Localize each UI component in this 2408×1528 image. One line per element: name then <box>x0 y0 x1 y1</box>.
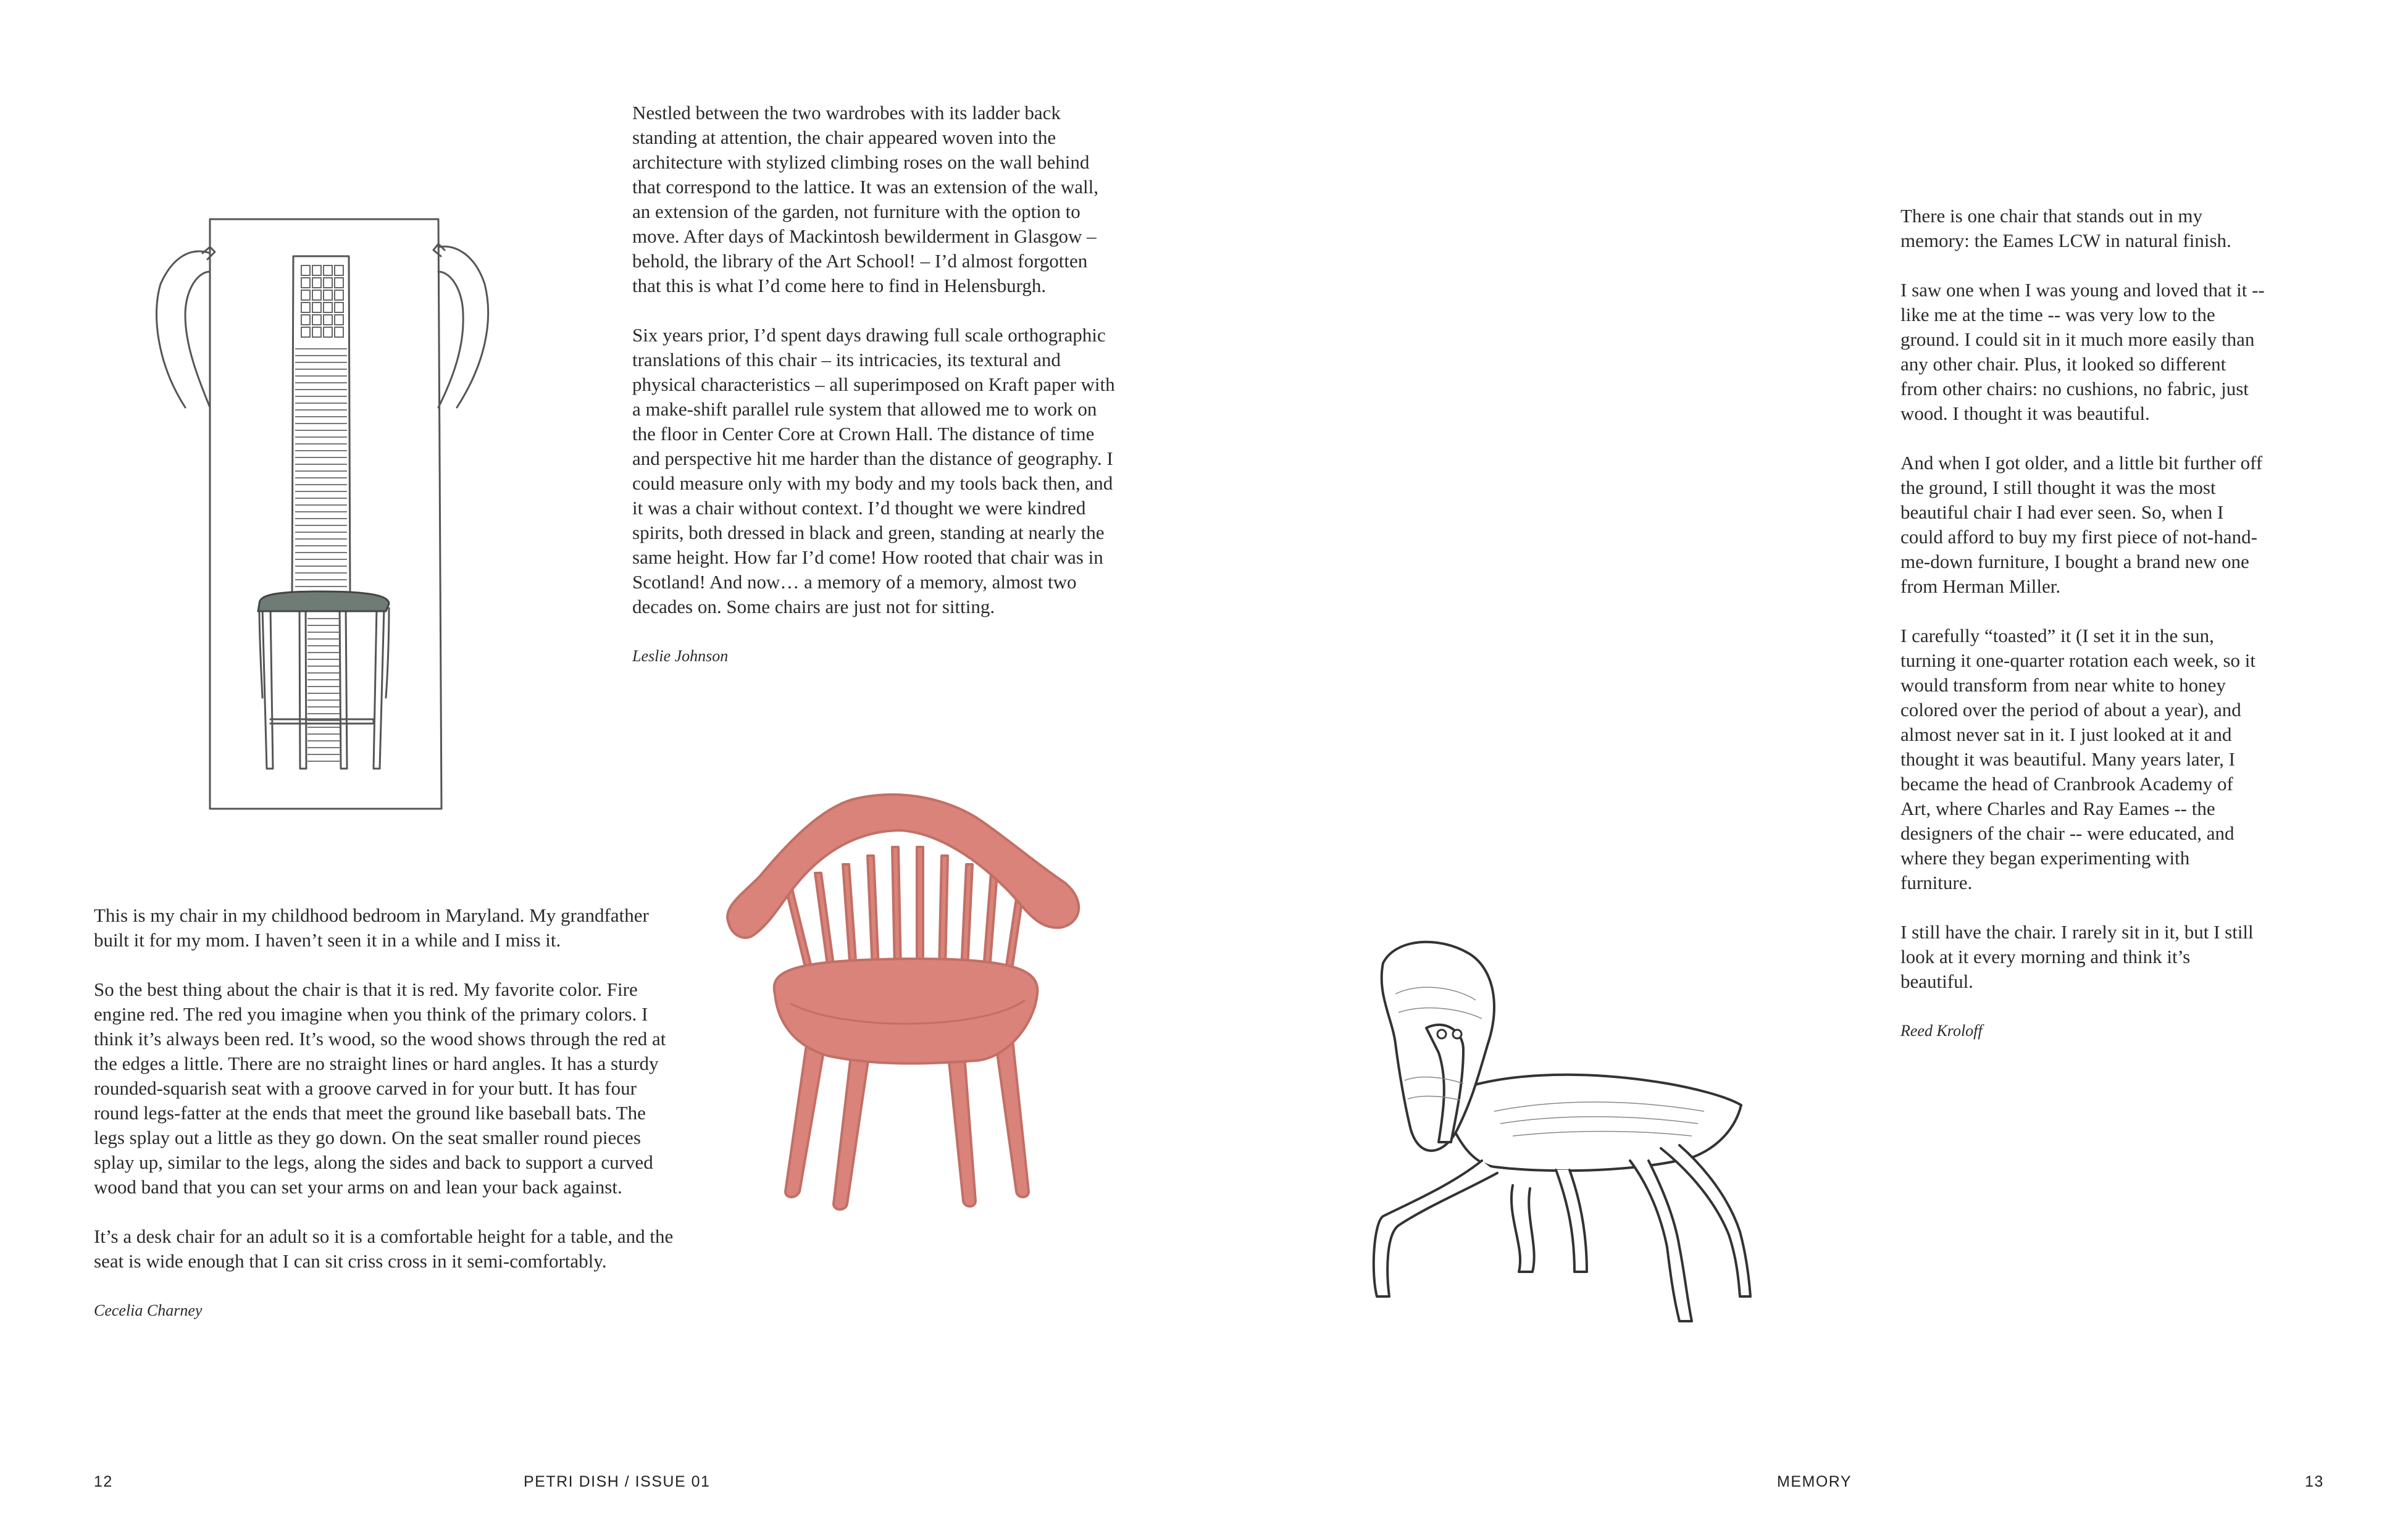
running-title: PETRI DISH / ISSUE 01 <box>524 1473 711 1490</box>
paragraph: I carefully “toasted” it (I set it in the sun, turning it one-quarter rotation each week, so it would transform from near white to honey colored over the period of about a year), and almost never sat in it. I just looked at it and thought it was beautiful. Many years later, I became the head of Cranbrook Academy of Art, where Charles and Ray Eames -- the designers of the chair -- were educated, and where they began experimenting with furniture. <box>1900 625 2256 893</box>
story-cecelia-charney <box>94 903 680 1323</box>
section-title: MEMORY <box>1777 1473 1852 1490</box>
eames-lcw-chair-illustration <box>1371 926 1754 1346</box>
paragraph: I saw one when I was young and loved that it -- like me at the time -- was very low to the ground. I could sit in it much more easily than any other chair. Plus, it looked so different from other chairs: no cushions, no fabric, just wood. I thought it was beautiful. <box>1900 279 2265 424</box>
author-signature: Cecelia Charney <box>94 1301 203 1319</box>
windsor-chair-illustration <box>716 784 1124 1210</box>
paragraph: So the best thing about the chair is that it is red. My favorite color. Fire engine red. The red you imagine when you think of the primary colors. I think it’s always been red. It’s wood, so the wood shows through the red at the edges a little. There are no straight lines or hard angles. It has a sturdy rounded-squarish seat with a groove carved in for your butt. It has four round legs-fatter at the ends that meet the ground like baseball bats. The legs splay out a little as they go down. On the seat smaller round pieces splay up, similar to the legs, along the sides and back to support a curved wood band that you can set your arms on and lean your back against. <box>94 979 666 1198</box>
author-signature: Leslie Johnson <box>632 647 729 665</box>
story-leslie-johnson <box>632 101 1120 669</box>
paragraph: And when I got older, and a little bit further off the ground, I still thought it was the most beautiful chair I had ever seen. So, when I could afford to buy my first piece of not-hand-me-down furniture, I bought a brand new one from Herman Miller. <box>1900 452 2263 597</box>
paragraph: This is my chair in my childhood bedroom in Maryland. My grandfather built it for my mom. I haven’t seen it in a while and I miss it. <box>94 904 649 951</box>
page-number-left: 12 <box>94 1473 113 1490</box>
paragraph: There is one chair that stands out in my memory: the Eames LCW in natural finish. <box>1900 205 2231 251</box>
ladder-back-chair-illustration <box>148 204 519 821</box>
paragraph: Nestled between the two wardrobes with its ladder back standing at attention, the chair appeared woven into the architecture with stylized climbing roses on the wall behind that correspond to the lattice. It was an extension of the wall, an extension of the garden, not furniture with the option to move. After days of Mackintosh bewilderment in Glasgow – behold, the library of the Art School! – I’d almost forgotten that this is what I’d come here to find in Helensburgh. <box>632 102 1098 296</box>
author-signature: Reed Kroloff <box>1900 1022 1983 1040</box>
paragraph: Six years prior, I’d spent days drawing full scale orthographic translations of this chair – its intricacies, its textural and physical characteristics – all superimposed on Kraft paper with a make-shift parallel rule system that allowed me to work on the floor in Center Core at Crown Hall. The distance of time and perspective hit me harder than the distance of geography. I could measure only with my body and my tools back then, and it was a chair without context. I’d thought we were kindred spirits, both dressed in black and green, standing at nearly the same height. How far I’d come! How rooted that chair was in Scotland! And now… a memory of a memory, almost two decades on. Some chairs are just not for sitting. <box>632 324 1115 617</box>
story-reed-kroloff <box>1900 204 2265 1043</box>
page-number-right: 13 <box>2305 1473 2324 1490</box>
paragraph: I still have the chair. I rarely sit in it, but I still look at it every morning and think it’s beautiful. <box>1900 921 2254 992</box>
paragraph: It’s a desk chair for an adult so it is a comfortable height for a table, and the seat is wide enough that I can sit criss cross in it semi-comfortably. <box>94 1225 674 1272</box>
